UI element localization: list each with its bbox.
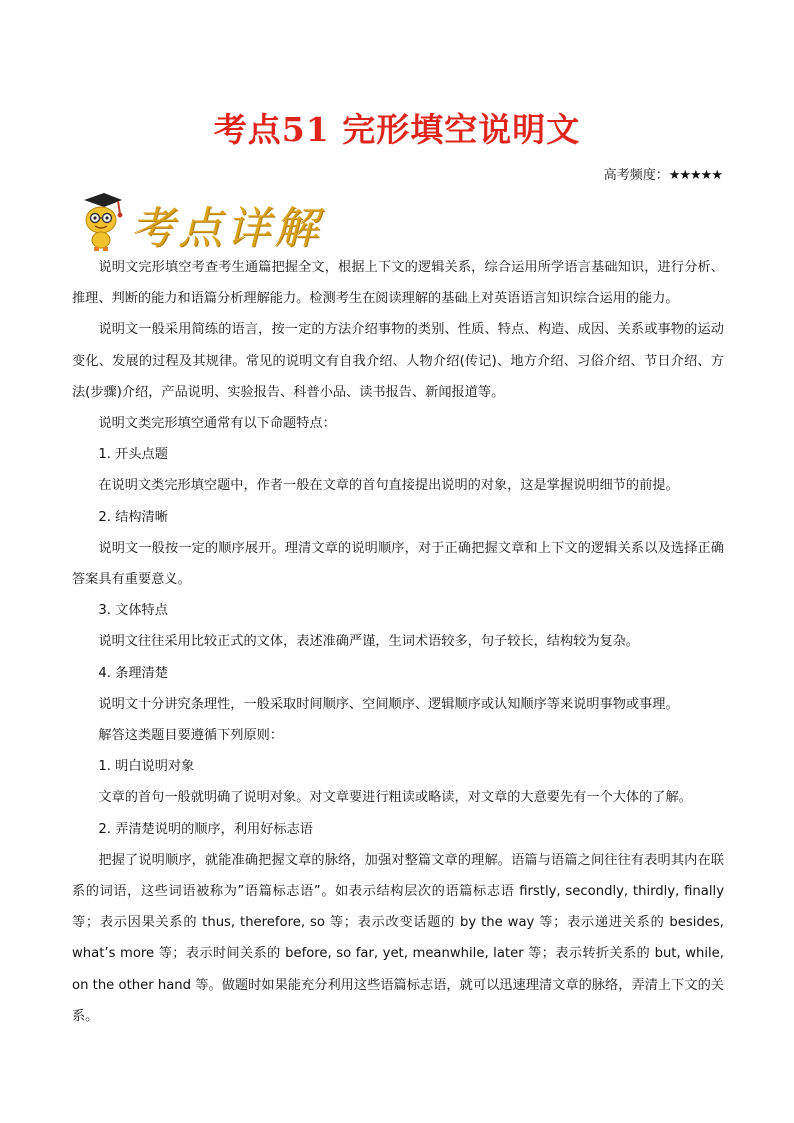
- exam-frequency: [604, 164, 722, 183]
- paragraph: 说明文一般采用简练的语言，按一定的方法介绍事物的类别、性质、特点、构造、成因、关系或事物的运动变化、发展的过程及其规律。常见的说明文有自我介绍、人物介绍(传记)、地方介绍、习俗介绍、节日介绍、方法(步骤)介绍，产品说明、实验报告、科普小品、读书报告、新闻报道等。: [72, 322, 724, 400]
- paragraph: 说明文一般按一定的顺序展开。理清文章的说明顺序，对于正确把握文章和上下文的逻辑关系以及选择正确答案具有重要意义。: [72, 540, 724, 588]
- paragraph: 解答这类题目要遵循下列原则：: [98, 728, 284, 744]
- frequency-label: 高考频度：: [603, 168, 669, 183]
- subheading: 2. 弄清楚说明的顺序，利用好标志语: [98, 821, 313, 837]
- graduate-mascot-icon: [78, 190, 124, 252]
- subheading: 3. 文体特点: [98, 603, 168, 619]
- subheading: 1. 开头点题: [98, 447, 168, 463]
- subheading: 4. 条理清楚: [98, 665, 168, 681]
- banner-title: 考点详解: [130, 203, 322, 254]
- subheading: 1. 明白说明对象: [98, 759, 195, 775]
- article-body: [72, 252, 724, 1032]
- section-banner: [78, 190, 378, 252]
- paragraph: 在说明文类完形填空题中，作者一般在文章的首句直接提出说明的对象，这是掌握说明细节的前提。: [98, 478, 679, 494]
- page-title: 考点51 完形填空说明文: [213, 110, 581, 149]
- paragraph: 把握了说明顺序，就能准确把握文章的脉络，加强对整篇文章的理解。语篇与语篇之间往往有表明其内在联系的词语，这些词语被称为”语篇标志语”。如表示结构层次的语篇标志语 firstly, secondly, thirdly, finally 等；表示因果关系的 thus, therefore, so 等；表示改变话题的 by the way 等；表示递进关系的 besides, what’s more 等；表示时间关系的 before, so far, yet, meanwhile, later 等；表示转折关系的 but, while, on the other hand 等。做题时如果能充分利用这些语篇标志语，就可以迅速理清文章的脉络，弄清上下文的关系。: [72, 852, 724, 1024]
- subheading: 2. 结构清晰: [98, 509, 168, 525]
- paragraph: 文章的首句一般就明确了说明对象。对文章要进行粗读或略读，对文章的大意要先有一个大体的了解。: [98, 790, 692, 806]
- paragraph: 说明文十分讲究条理性，一般采取时间顺序、空间顺序、逻辑顺序或认知顺序等来说明事物或事理。: [98, 696, 679, 712]
- paragraph: 说明文往往采用比较正式的文体，表述准确严谨，生词术语较多，句子较长，结构较为复杂。: [98, 634, 640, 650]
- paragraph: 说明文类完形填空通常有以下命题特点：: [98, 416, 336, 432]
- paragraph: 说明文完形填空考查考生通篇把握全文，根据上下文的逻辑关系，综合运用所学语言基础知识，进行分析、推理、判断的能力和语篇分析理解能力。检测考生在阅读理解的基础上对英语语言知识综合运用的能力。: [72, 260, 724, 307]
- frequency-stars: ★★★★★: [668, 168, 722, 183]
